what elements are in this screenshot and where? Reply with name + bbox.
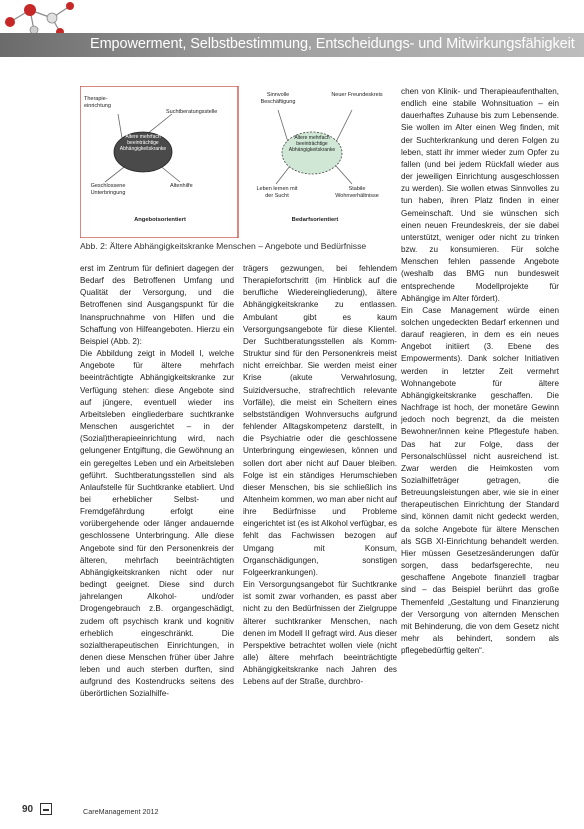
paragraph: Die Abbildung zeigt in Modell I, welche Angebote für ältere mehrfach beeinträchtigte Abhängigkeitskranke zur Verfügung stehen: diese Angebote sind auf jüngere, eventuell wieder ins Arbeitsleben eingliederbare suchtkranke Menschen ausgerichtet – in der (Sozial)therapieeinrichtung wird, nach gelungener Entgiftung, die Gewöhnung an ein geregeltes Leben und ein Arbeitsleben geführt. Suchtberatungsstellen sind als Anlaufstelle für Suchtkranke etabliert. Und bei erheblicher Selbst- und Fremdgefährdung erfolgt eine vorübergehende oder länger andauernde geschlossene Unterbringung. Alle diese Angebote sind für den Personenkreis der älteren, mehrfach beeinträchtigten Abhängigkeitskranken nicht oder nur bedingt geeignet. Diese sind durch jahrelangen Alkohol- und/oder Drogengebrauch z.B. organgeschädigt, zudem oft psychisch krank und kognitiv erheblich eingeschränkt. Die sozialtherapeutischen Einrichtungen, in denen diese Menschen früher über Jahre leben und auch sterben durften, sind aufgrund des Kostendrucks seitens des überörtlichen Sozialhilfe- [80, 349, 234, 699]
right-node-wohnverhaeltnisse: Stabile Wohnverhältnisse [335, 186, 379, 199]
paragraph: erst im Zentrum für definiert dagegen der Bedarf des Betroffenen Umfang und Qualität der Versorgung, und die Betroffenen sind Ausgangspunkt für die Inanspruchnahme von Hilfen und die Schaffung von Hilfeangeboten. Hierzu ein Beispiel (Abb. 2): [80, 264, 234, 346]
paragraph: trägers gezwungen, bei fehlendem Therapiefortschritt (im Hinblick auf die berufliche Wiedereingliederung), ältere Abhängigkeitskranke zu entlassen. Ambulant gibt es kaum Versorgungsangebote für diese Klientel. Der Suchtberatungsstellen als Komm-Struktur sind für den Personenkreis meist nicht erreichbar. Sie werden meist einer Krise (akute Verwahrlosung, Suizidversuche, strafrechtlich relevante Vorfälle), die meist ein Scheitern eines selbstständigen Wohnversuchs aufgrund fehlender Alltagskompetenz darstellt, in die Psychiatrie oder die geschlossene Unterbringung eingewiesen, können und sollen dort aber nicht auf Dauer bleiben. Folge ist ein ständiges Herumschieben dieser Menschen, bis sie schließlich ins Altenheim kommen, wo man aber nicht auf ihre Bedürfnisse und Probleme eingerichtet ist (es ist Alkohol verfügbar, es fehlt das Fachwissen bezogen auf Umgang mit Konsum, Organschädigungen, sonstigen Folgeerkrankungen). [243, 264, 398, 577]
right-node-beschaeftigung: Sinnvolle Beschäftigung [260, 92, 296, 105]
diagram-figure [80, 86, 405, 238]
left-center-label: Ältere mehrfach beeinträchtige Abhängigkeitskranke [119, 134, 167, 152]
left-node-therapie: Therapie-einrichtung [84, 96, 111, 109]
journal-title: CareManagement 2012 [83, 807, 159, 816]
paragraph: chen von Klinik- und Therapieaufenthalten, endlich eine stabile Wohnsituation – ein dauerhaftes Zuhause bis zum Lebensende. Sie wollen im Alter einen Weg finden, mit der Suchterkrankung und deren Folgen zu leben, statt ihr immer wieder zum Opfer zu fallen (und bei jedem Rückfall wieder aus der jeweiligen Einrichtung ausgeschlossen zu werden). Sie wollen etwas Sinnvolles zu tun haben, ihren Platz finden in einer Gemeinschaft. Und sie wünschen sich einen neuen Freundeskreis, der sie dabei unterstützt, weniger oder nicht zu trinken bzw. zu konsumieren. Für solche Menschen fehlen passende Angebote (weshalb das BMG nun bundesweit entsprechende Modellprojekte für Abhängige im Alter fördert). [401, 87, 559, 303]
text-column-1 [80, 263, 234, 701]
right-node-freundeskreis: Neuer Freundeskreis [331, 92, 383, 98]
left-node-unterbringung: Geschlossene Unterbringung [90, 183, 126, 196]
page-number: 90 [22, 804, 34, 815]
right-center-label: Ältere mehrfach beeinträchtige Abhängigkeitskranke [288, 135, 336, 153]
left-node-beratung: Suchtberatungsstelle [166, 109, 218, 115]
paragraph: Ein Versorgungsangebot für Suchtkranke ist somit zwar vorhanden, es passt aber nicht zu den Bedürfnissen der Zielgruppe älterer suchtkranker Menschen, nach denen im Modell II gefragt wird. Aus dieser Perspektive betrachtet wollen viele (nicht alle) ältere mehrfach beeinträchtigte Abhängigkeitskranke nach Jahren des Lebens auf der Straße, durchbro- [243, 580, 397, 687]
left-group-title: Angebotsorientiert [134, 217, 186, 223]
journal-logo-icon [40, 803, 52, 815]
text-column-3 [401, 86, 559, 657]
left-node-altenhilfe: Altenhilfe [170, 183, 193, 189]
right-node-leben-lernen: Leben lernen mit der Sucht [256, 186, 298, 199]
paragraph: Ein Case Management würde einen solchen ungedeckten Bedarf erkennen und darauf reagieren, in dem es ein neues Angebot initiiert (3. Ebene des Empowerments). Dank solcher Initiativen werden in letzter Zeit vermehrt Wohnangebote für ältere Abhängigkeitskranke geschaffen. Die Nachfrage ist hoch, der monetäre Gewinn jedoch noch begrenzt, da die meisten Bewohner/innen keine Pflegestufe haben. Das hat zur Folge, dass der Personalschlüssel nicht ausreichend ist. Zwar werden die Heimkosten vom Sozialhilfeträger getragen, die Betreuungsleistungen aber, wie sie in einer therapeutischen Einrichtung der Standard sind, können damit nicht gedeckt werden, da solche Angebote für ältere Menschen als SGB XI-Einrichtung behandelt werden. Hier müssen Gesetzesänderungen dafür sorgen, dass bedarfsgerechte, neu geschaffene Angebote finanziell tragbar sind – das Beispiel berührt das große Themenfeld „Gestaltung und Finanzierung der Versorgung von alternden Menschen mit Behinderung, die von dem Gesetz nicht mehr als behindert, sondern als pflegebedürftig gelten“. [401, 305, 559, 656]
text-column-2 [243, 263, 397, 688]
page-header-title: Empowerment, Selbstbestimmung, Entscheidungs- und Mitwirkungsfähigkeit [90, 36, 575, 52]
figure-caption: Abb. 2: Ältere Abhängigkeitskranke Menschen – Angebote und Bedürfnisse [80, 241, 367, 251]
right-group-title: Bedarfsorientiert [291, 217, 339, 223]
